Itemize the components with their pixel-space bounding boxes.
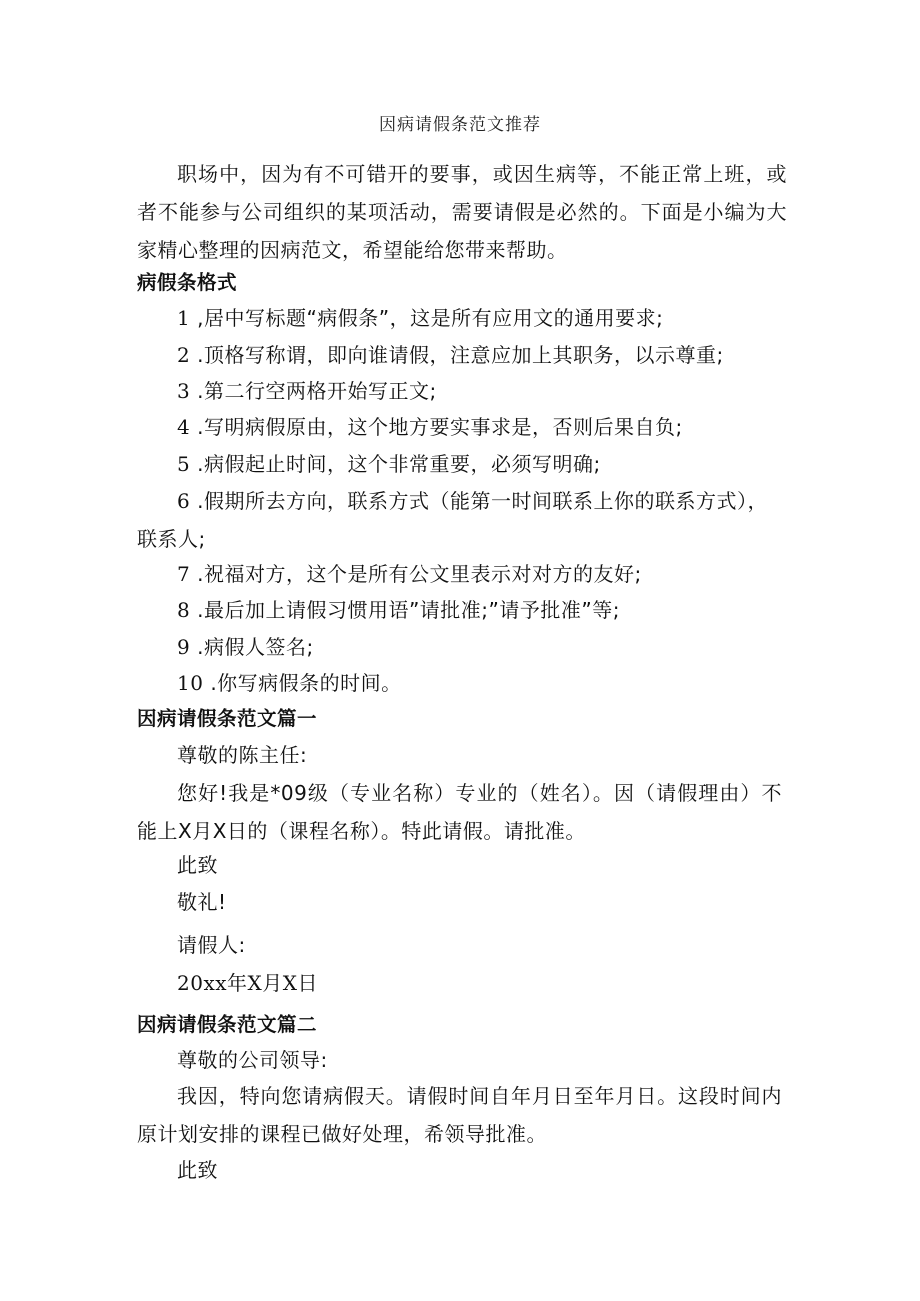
format-item	[137, 559, 837, 589]
format-heading: 病假条格式	[137, 271, 238, 294]
sample2-salutation: 尊敬的公司领导:	[177, 1048, 328, 1072]
sample1-heading: 因病请假条范文篇一	[137, 707, 318, 730]
intro-paragraph: 职场中，因为有不可错开的要事，或因生病等，不能正常上班，或者不能参与公司组织的某项活动，需要请假是必然的。下面是小编为大家精心整理的因病范文，希望能给您带来帮助。	[137, 162, 787, 262]
format-item	[137, 303, 837, 333]
item-text: .病假起止时间，这个非常重要，必须写明确;	[197, 452, 601, 476]
sample1-date: 20xx年X月X日	[177, 971, 318, 995]
format-item	[137, 632, 837, 662]
format-item	[137, 668, 837, 698]
item-text: .写明病假原由，这个地方要实事求是，否则后果自负;	[197, 415, 683, 439]
format-item	[137, 449, 837, 479]
sample1-salutation: 尊敬的陈主任:	[177, 743, 308, 767]
item-text: ,居中写标题“病假条”，这是所有应用文的通用要求;	[197, 306, 664, 330]
document-title: 因病请假条范文推荐	[379, 115, 541, 135]
item-text: .祝福对方，这个是所有公文里表示对对方的友好;	[197, 562, 642, 586]
item-number: 5	[177, 452, 191, 476]
format-item	[137, 412, 837, 442]
format-item	[137, 595, 837, 625]
sample2-closing1: 此致	[177, 1158, 218, 1182]
format-item	[137, 376, 837, 406]
item-number: 8	[177, 598, 191, 622]
sample1-signer: 请假人:	[177, 933, 246, 957]
item-number: 4	[177, 415, 191, 439]
item-number: 3	[177, 379, 191, 403]
item-number: 7	[177, 562, 191, 586]
sample1-closing2: 敬礼!	[177, 890, 227, 914]
item-text: .你写病假条的时间。	[210, 671, 402, 695]
sample1-closing1: 此致	[177, 853, 218, 877]
format-item	[137, 482, 782, 558]
item-text: .病假人签名;	[197, 635, 314, 659]
sample2-heading: 因病请假条范文篇二	[137, 1013, 318, 1036]
sample1-body: 您好!我是*09级（专业名称）专业的（姓名）。因（请假理由）不能上X月X日的（课程名称）。特此请假。请批准。	[137, 781, 782, 843]
item-number: 9	[177, 635, 191, 659]
format-item	[137, 340, 837, 370]
item-number: 1	[177, 306, 191, 330]
item-text: .假期所去方向，联系方式（能第一时间联系上你的联系方式），联系人;	[137, 489, 768, 551]
item-text: .第二行空两格开始写正文;	[197, 379, 437, 403]
item-number: 10	[177, 671, 204, 695]
item-number: 6	[177, 489, 191, 513]
item-text: .顶格写称谓，即向谁请假，注意应加上其职务，以示尊重;	[197, 343, 724, 367]
item-number: 2	[177, 343, 191, 367]
sample2-body: 我因，特向您请病假天。请假时间自年月日至年月日。这段时间内原计划安排的课程已做好处理，希领导批准。	[137, 1084, 782, 1146]
item-text: .最后加上请假习惯用语”请批准;”请予批准”等;	[197, 598, 621, 622]
